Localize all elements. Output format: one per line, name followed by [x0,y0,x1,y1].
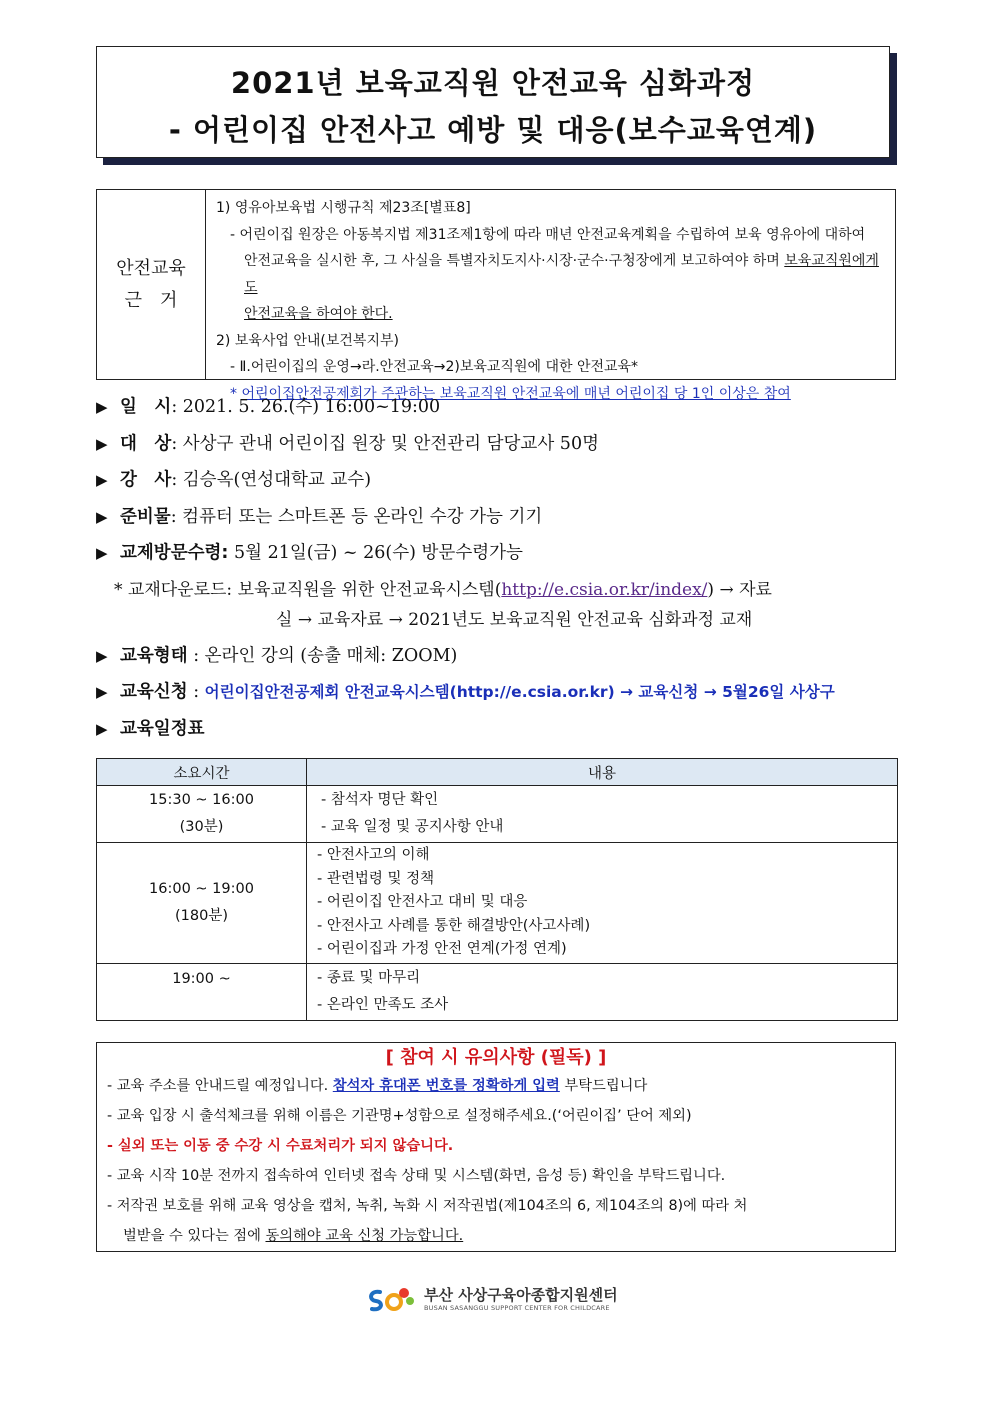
notice-text: 벌받을 수 있다는 점에 [123,1228,266,1244]
table-header-row [97,759,898,786]
schedule-table [96,758,898,1021]
content-item: - 어린이집과 가정 안전 연계(가정 연계) [317,941,567,958]
info-key: 대 상 [120,433,172,454]
apply-instruction: 어린이집안전공제회 안전교육시스템(http://e.csia.or.kr) → 교육신청 → 5월26일 사상구 [204,683,835,701]
info-item-form [96,641,906,678]
content-item: - 온라인 만족도 조사 [317,996,449,1013]
table-row [97,963,898,1020]
info-key: 교육일정표 [120,718,205,739]
table-row [97,786,898,843]
info-item-date [96,392,906,429]
notice-line [97,1071,895,1101]
bullet-icon: ▶ [96,398,108,416]
bullet-icon: ▶ [96,471,108,489]
basis-line: - 어린이집 원장은 아동복지법 제31조제1항에 따라 매년 안전교육계획을 수립하여 보육 영유아에 대하여 [230,226,866,243]
bullet-icon: ▶ [96,646,108,665]
column-header: 소요시간 [97,759,307,786]
org-name-en: BUSAN SASANGGU SUPPORT CENTER FOR CHILDCARE [424,1303,610,1312]
page-subtitle: - 어린이집 안전사고 예방 및 대응(보수교육연계) [168,113,818,147]
basis-asterisk: * [230,385,242,402]
info-sep: : [187,682,205,702]
content-item: - 안전사고의 이해 [317,847,430,863]
notice-box [96,1042,896,1252]
basis-line: 1) 영유아보육법 시행규칙 제23조[별표8] [216,200,471,216]
info-key: 교육신청 [120,682,188,702]
download-link[interactable]: http://e.csia.or.kr/index/ [501,579,708,600]
footer-logo [366,1282,618,1316]
content-cell [307,843,898,964]
basis-label-line1: 안전교육 [116,257,186,279]
notice-text: 부탁드립니다 [559,1078,648,1094]
notice-emphasis: 동의해야 교육 신청 가능합니다. [265,1228,464,1244]
column-header: 내용 [307,759,898,786]
info-key: 교제방문수령: [120,543,229,563]
bullet-icon: ▶ [96,544,108,562]
info-key: 교육형태 [120,645,188,666]
info-list [96,392,906,750]
info-item-material [96,538,906,575]
time-cell [97,963,307,1020]
basis-line [216,248,889,301]
note-text: ) → 자료 [707,579,772,600]
info-item-apply [96,677,906,714]
basis-table [96,189,896,402]
table-row [97,843,898,964]
info-key: 준비물 [120,506,171,527]
page-title: 2021년 보육교직원 안전교육 심화과정 [230,66,756,100]
basis-line: - Ⅱ.어린이집의 운영→라.안전교육→2)보육교직원에 대한 안전교육* [230,359,639,375]
basis-body [206,190,895,402]
duration: (30분) [179,819,224,835]
notice-text: - 교육 주소를 안내드릴 예정입니다. [107,1078,333,1094]
org-name-kr: 부산 사상구육아종합지원센터 [424,1285,618,1304]
content-cell [307,963,898,1020]
time-range: 16:00 ~ 19:00 [149,880,254,897]
bullet-icon: ▶ [96,719,108,738]
content-cell [307,786,898,843]
info-key: 강 사 [120,470,172,490]
basis-underlined-text: 보육교직원에게도 [244,253,879,296]
title-box [96,46,890,158]
notice-title: [ 참여 시 유의사항 (필독) ] [385,1047,607,1068]
basis-line: 2) 보육사업 안내(보건복지부) [216,332,399,349]
content-item: - 안전사고 사례를 통한 해결방안(사고사례) [317,917,591,934]
content-item: - 관련법령 및 정책 [317,870,435,887]
info-value: : 2021. 5. 26.(수) 16:00~19:00 [171,397,441,417]
info-value: : 사상구 관내 어린이집 원장 및 안전관리 담당교사 50명 [171,433,599,454]
time-range: 15:30 ~ 16:00 [149,792,254,808]
info-value: : 김승옥(연성대학교 교수) [171,470,372,490]
note-text: * 교재다운로드: 보육교직원을 위한 안전교육시스템( [114,579,502,600]
basis-label-line2: 근 거 [124,289,178,311]
time-cell [97,786,307,843]
info-item-lecturer [96,465,906,502]
duration: (180분) [175,907,228,924]
notice-line: - 교육 시작 10분 전까지 접속하여 인터넷 접속 상태 및 시스템(화면, 음성 등) 확인을 부탁드립니다. [107,1168,726,1184]
info-key: 일 시 [120,397,172,417]
info-value: : 컴퓨터 또는 스마트폰 등 온라인 수강 가능 기기 [170,506,543,527]
time-cell [97,843,307,964]
content-item: - 교육 일정 및 공지사항 안내 [321,819,504,835]
basis-label [97,190,206,379]
notice-line: - 저작권 보호를 위해 교육 영상을 캡처, 녹취, 녹화 시 저작권법(제104조의 6, 제104조의 8)에 따라 처 [107,1198,748,1214]
time-range: 19:00 ~ [172,970,231,987]
download-note-cont: 실 → 교육자료 → 2021년도 보육교직원 안전교육 심화과정 교재 [276,609,753,630]
info-item-target [96,429,906,466]
info-value: 5월 21일(금) ~ 26(수) 방문수령가능 [228,543,523,563]
notice-line: - 교육 입장 시 출석체크를 위해 이름은 기관명+성함으로 설정해주세요.(‘어린이집’ 단어 제외) [107,1108,692,1124]
notice-emphasis: 참석자 휴대폰 번호를 정확하게 입력 [332,1078,560,1094]
notice-line [97,1221,895,1251]
download-note [96,575,906,605]
notice-line-alert: - 실외 또는 이동 중 수강 시 수료처리가 되지 않습니다. [107,1138,454,1154]
bullet-icon: ▶ [96,507,108,526]
info-item-schedule [96,714,906,751]
basis-underlined-text: 어린이집안전공제회가 주관하는 보육교직원 안전교육에 매년 어린이집 당 1인 이상은 참여 [241,385,791,402]
basis-line: 안전교육을 하여야 한다. [244,306,393,322]
info-value: : 온라인 강의 (송출 매체: ZOOM) [187,645,458,666]
footer-text [424,1287,618,1312]
bullet-icon: ▶ [96,434,108,453]
basis-text: 안전교육을 실시한 후, 그 사실을 특별자치도지사·시장·군수·구청장에게 보고하여야 하며 [244,253,785,269]
center-logo-icon [366,1284,418,1314]
bullet-icon: ▶ [96,683,108,701]
content-item: - 참석자 명단 확인 [321,792,439,808]
info-item-preparation [96,502,906,539]
content-item: - 어린이집 안전사고 대비 및 대응 [317,894,528,911]
content-item: - 종료 및 마무리 [317,969,421,986]
